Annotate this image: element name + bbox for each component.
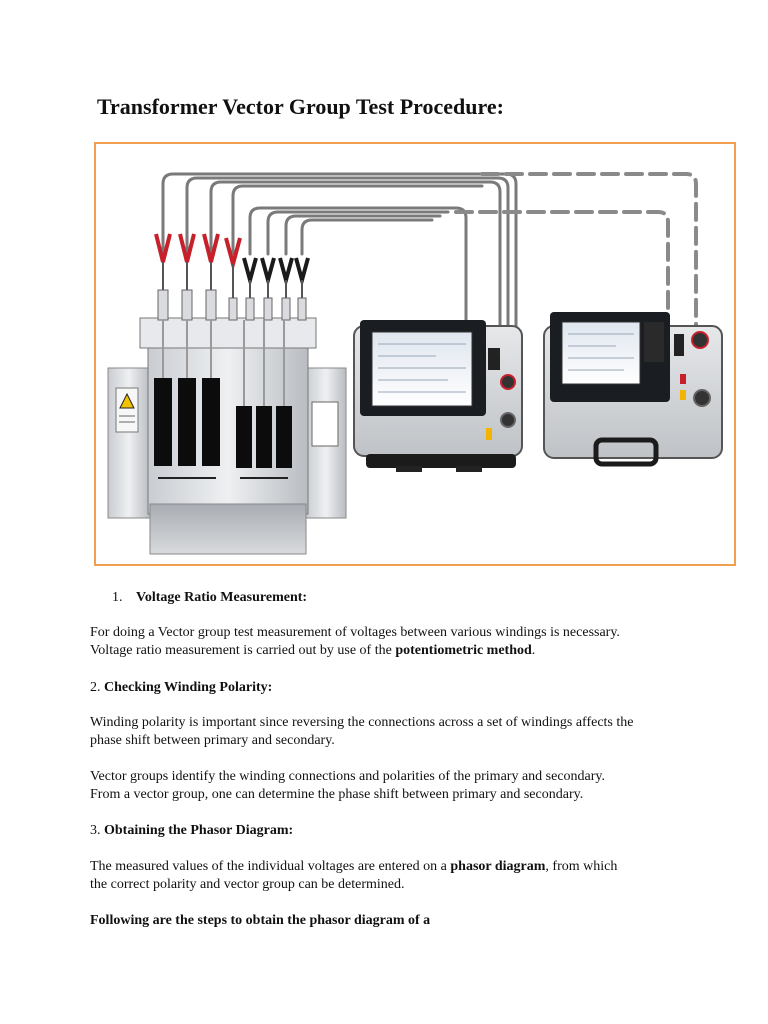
section-1-para-line-1: For doing a Vector group test measurement of voltages between various windings is necessary.: [90, 625, 620, 640]
red-clamps: [156, 234, 240, 264]
section-2-para-2-line-2: From a vector group, one can determine the phase shift between primary and secondary.: [90, 787, 584, 802]
section-3-heading: 3. Obtaining the Phasor Diagram:: [90, 823, 294, 838]
test-set-1: [354, 320, 522, 472]
section-1-para-line-2: Voltage ratio measurement is carried out by use of the potentiometric method.: [90, 643, 536, 658]
screen-2: [562, 322, 640, 384]
potentiometric-method-term: potentiometric method: [395, 643, 532, 658]
section-1-heading: 1. Voltage Ratio Measurement:: [112, 590, 308, 605]
transformer-lid: [140, 318, 316, 348]
section-2-para-2-line-1: Vector groups identify the winding connections and polarities of the primary and secondary.: [90, 769, 606, 784]
section-3-para-line-1: The measured values of the individual voltages are entered on a phasor diagram, from which: [90, 859, 618, 874]
test-set-2: [544, 312, 722, 464]
lv-windings: [236, 406, 292, 478]
section-2-para-1-line-2: phase shift between primary and secondary.: [90, 733, 335, 748]
page-title: [90, 94, 504, 120]
side-window: [312, 402, 338, 446]
section-2-heading: 2. Checking Winding Polarity:: [90, 680, 273, 695]
phasor-diagram-term: phasor diagram: [450, 859, 546, 874]
section-2-para-1-line-1: Winding polarity is important since reversing the connections across a set of windings affects the: [90, 715, 634, 730]
section-3-para-line-2: the correct polarity and vector group can be determined.: [90, 877, 405, 892]
black-clamps: [244, 258, 308, 280]
steps-heading: Following are the steps to obtain the phasor diagram of a: [90, 913, 431, 928]
screen-1: [372, 332, 472, 406]
figure-frame: [94, 142, 736, 566]
transformer-base: [150, 504, 306, 554]
hv-windings: [154, 378, 220, 478]
transformer: [108, 290, 346, 554]
page-title-text: Transformer Vector Group Test Procedure:: [97, 94, 504, 119]
transformer-test-illustration: [96, 144, 734, 564]
